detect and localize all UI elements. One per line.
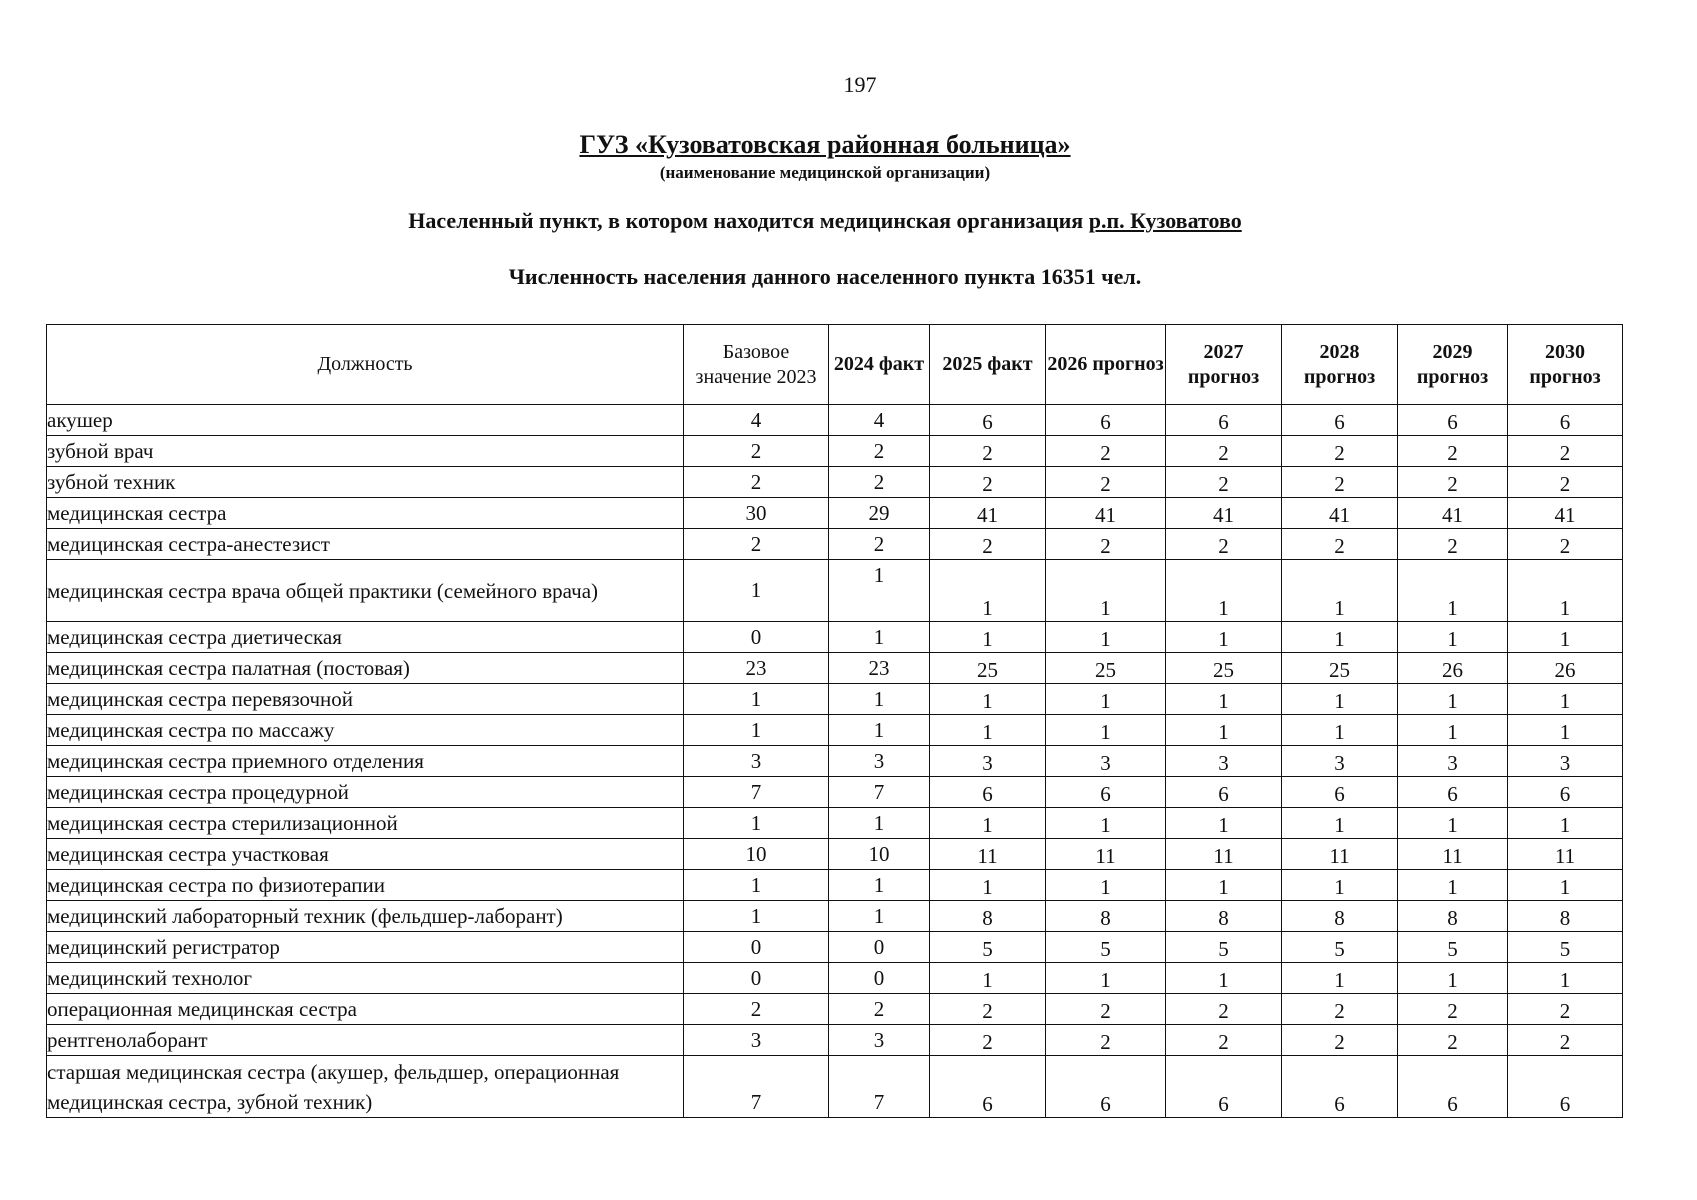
value-cell: 5 [1398, 932, 1508, 963]
value-cell: 1 [930, 560, 1046, 622]
position-cell: медицинская сестра стерилизационной [47, 808, 684, 839]
value-cell-base: 23 [684, 653, 829, 684]
table-row [47, 715, 1623, 746]
position-cell: рентгенолаборант [47, 1025, 684, 1056]
value-cell: 25 [930, 653, 1046, 684]
value-cell: 6 [1046, 777, 1166, 808]
value-cell: 2 [1282, 994, 1398, 1025]
value-cell: 2 [1508, 436, 1623, 467]
value-cell: 29 [829, 498, 930, 529]
value-cell: 1 [829, 901, 930, 932]
value-cell: 6 [930, 777, 1046, 808]
position-cell: зубной врач [47, 436, 684, 467]
value-cell: 1 [829, 808, 930, 839]
value-cell: 2 [1398, 529, 1508, 560]
value-cell: 2 [1046, 529, 1166, 560]
value-cell: 41 [1508, 498, 1623, 529]
value-cell: 2 [1046, 994, 1166, 1025]
value-cell: 6 [1166, 777, 1282, 808]
value-cell: 11 [1508, 839, 1623, 870]
value-cell: 11 [1282, 839, 1398, 870]
value-cell: 0 [829, 963, 930, 994]
value-cell: 1 [829, 560, 930, 622]
value-cell-base: 4 [684, 405, 829, 436]
value-cell: 1 [1508, 560, 1623, 622]
position-cell: медицинская сестра перевязочной [47, 684, 684, 715]
table-row [47, 405, 1623, 436]
value-cell: 7 [829, 777, 930, 808]
value-cell: 1 [1398, 715, 1508, 746]
table-row [47, 808, 1623, 839]
value-cell: 1 [1508, 808, 1623, 839]
value-cell: 2 [930, 436, 1046, 467]
value-cell: 11 [1166, 839, 1282, 870]
position-cell: медицинский технолог [47, 963, 684, 994]
value-cell: 3 [1508, 746, 1623, 777]
value-cell: 41 [1166, 498, 1282, 529]
value-cell-base: 3 [684, 1025, 829, 1056]
value-cell: 1 [1282, 622, 1398, 653]
value-cell: 6 [1508, 405, 1623, 436]
value-cell: 1 [1282, 560, 1398, 622]
value-cell-base: 0 [684, 963, 829, 994]
value-cell: 25 [1166, 653, 1282, 684]
value-cell: 6 [1282, 1056, 1398, 1118]
value-cell: 2 [1282, 436, 1398, 467]
value-cell: 1 [1046, 622, 1166, 653]
value-cell: 1 [1398, 684, 1508, 715]
position-cell: медицинская сестра диетическая [47, 622, 684, 653]
table-row [47, 653, 1623, 684]
value-cell: 11 [1398, 839, 1508, 870]
settlement-line [0, 208, 1650, 234]
value-cell: 6 [1398, 777, 1508, 808]
value-cell: 1 [930, 684, 1046, 715]
position-cell: медицинская сестра процедурной [47, 777, 684, 808]
value-cell: 3 [930, 746, 1046, 777]
value-cell: 1 [1046, 963, 1166, 994]
position-cell: медицинская сестра по массажу [47, 715, 684, 746]
value-cell-base: 2 [684, 529, 829, 560]
header-2026: 2026 прогноз [1046, 325, 1166, 405]
table-row [47, 1025, 1623, 1056]
position-cell: медицинский регистратор [47, 932, 684, 963]
value-cell: 1 [1166, 622, 1282, 653]
value-cell: 41 [1282, 498, 1398, 529]
value-cell-base: 3 [684, 746, 829, 777]
position-cell: медицинская сестра участковая [47, 839, 684, 870]
value-cell: 3 [1166, 746, 1282, 777]
value-cell: 2 [1046, 436, 1166, 467]
value-cell: 5 [1508, 932, 1623, 963]
value-cell: 2 [1166, 436, 1282, 467]
organization-name: ГУЗ «Кузоватовская районная больница» [579, 130, 1071, 159]
table-row [47, 870, 1623, 901]
value-cell-base: 10 [684, 839, 829, 870]
value-cell: 6 [1398, 405, 1508, 436]
value-cell-base: 2 [684, 436, 829, 467]
value-cell: 1 [1398, 560, 1508, 622]
value-cell: 5 [1046, 932, 1166, 963]
table-row [47, 746, 1623, 777]
value-cell: 1 [829, 870, 930, 901]
table-row [47, 994, 1623, 1025]
value-cell: 1 [1166, 808, 1282, 839]
value-cell: 1 [1166, 870, 1282, 901]
position-cell: медицинская сестра приемного отделения [47, 746, 684, 777]
value-cell: 7 [829, 1056, 930, 1118]
value-cell: 6 [1046, 405, 1166, 436]
value-cell: 2 [1046, 467, 1166, 498]
value-cell: 1 [930, 808, 1046, 839]
value-cell-base: 1 [684, 870, 829, 901]
value-cell: 6 [1166, 405, 1282, 436]
position-cell: медицинский лабораторный техник (фельдшер-лаборант) [47, 901, 684, 932]
value-cell: 1 [1398, 963, 1508, 994]
position-cell: медицинская сестра-анестезист [47, 529, 684, 560]
value-cell-base: 0 [684, 932, 829, 963]
value-cell: 8 [1166, 901, 1282, 932]
position-cell: зубной техник [47, 467, 684, 498]
value-cell: 2 [1398, 1025, 1508, 1056]
settlement-name: р.п. Кузоватово [1088, 208, 1242, 233]
value-cell: 1 [829, 715, 930, 746]
value-cell: 3 [1282, 746, 1398, 777]
value-cell: 1 [1046, 715, 1166, 746]
value-cell: 1 [1508, 622, 1623, 653]
value-cell: 2 [1398, 436, 1508, 467]
value-cell: 2 [1282, 529, 1398, 560]
value-cell: 1 [930, 715, 1046, 746]
table-row [47, 684, 1623, 715]
header-2030: 2030 прогноз [1508, 325, 1623, 405]
value-cell: 1 [930, 963, 1046, 994]
value-cell: 2 [930, 529, 1046, 560]
value-cell: 1 [1282, 684, 1398, 715]
value-cell: 1 [1166, 684, 1282, 715]
value-cell: 1 [1282, 808, 1398, 839]
table-row [47, 777, 1623, 808]
value-cell: 4 [829, 405, 930, 436]
value-cell: 1 [1282, 963, 1398, 994]
value-cell-base: 1 [684, 684, 829, 715]
value-cell: 1 [1282, 715, 1398, 746]
value-cell: 5 [1282, 932, 1398, 963]
value-cell: 1 [1508, 963, 1623, 994]
position-cell: старшая медицинская сестра (акушер, фельдшер, операционная медицинская сестра, зубной техник) [47, 1056, 684, 1118]
value-cell: 41 [930, 498, 1046, 529]
table-row [47, 560, 1623, 622]
position-cell: медицинская сестра [47, 498, 684, 529]
value-cell: 2 [1508, 994, 1623, 1025]
table-row [47, 622, 1623, 653]
table-row [47, 932, 1623, 963]
population-line: Численность населения данного населенного пункта 16351 чел. [508, 264, 1142, 289]
header-2027: 2027 прогноз [1166, 325, 1282, 405]
table-row [47, 436, 1623, 467]
value-cell: 1 [1398, 808, 1508, 839]
position-cell: медицинская сестра врача общей практики (семейного врача) [47, 560, 684, 622]
value-cell: 8 [1046, 901, 1166, 932]
value-cell: 1 [930, 870, 1046, 901]
value-cell: 2 [1046, 1025, 1166, 1056]
value-cell: 2 [1508, 1025, 1623, 1056]
staffing-table [46, 324, 1623, 1118]
value-cell: 8 [1508, 901, 1623, 932]
table-body [47, 405, 1623, 1118]
value-cell: 1 [1508, 715, 1623, 746]
value-cell: 2 [930, 1025, 1046, 1056]
value-cell: 2 [1166, 1025, 1282, 1056]
value-cell: 1 [829, 622, 930, 653]
value-cell: 1 [1508, 870, 1623, 901]
position-cell: медицинская сестра по физиотерапии [47, 870, 684, 901]
value-cell: 1 [1166, 560, 1282, 622]
value-cell: 1 [1398, 870, 1508, 901]
value-cell-base: 2 [684, 994, 829, 1025]
value-cell-base: 0 [684, 622, 829, 653]
header-2028: 2028 прогноз [1282, 325, 1398, 405]
value-cell: 8 [1282, 901, 1398, 932]
value-cell: 2 [930, 994, 1046, 1025]
header-2029: 2029 прогноз [1398, 325, 1508, 405]
value-cell: 3 [829, 746, 930, 777]
value-cell: 2 [829, 994, 930, 1025]
table-row [47, 901, 1623, 932]
value-cell: 41 [1398, 498, 1508, 529]
value-cell: 2 [1508, 529, 1623, 560]
value-cell: 1 [829, 684, 930, 715]
table-row [47, 529, 1623, 560]
value-cell-base: 1 [684, 715, 829, 746]
value-cell: 25 [1046, 653, 1166, 684]
value-cell: 2 [1398, 467, 1508, 498]
value-cell: 2 [829, 436, 930, 467]
value-cell: 6 [930, 405, 1046, 436]
value-cell: 2 [1282, 467, 1398, 498]
value-cell: 2 [1166, 994, 1282, 1025]
value-cell: 0 [829, 932, 930, 963]
value-cell-base: 7 [684, 1056, 829, 1118]
value-cell-base: 1 [684, 808, 829, 839]
value-cell: 3 [1046, 746, 1166, 777]
value-cell-base: 1 [684, 560, 829, 622]
value-cell: 6 [1398, 1056, 1508, 1118]
value-cell: 11 [1046, 839, 1166, 870]
value-cell: 6 [1166, 1056, 1282, 1118]
value-cell: 1 [1398, 622, 1508, 653]
position-cell: акушер [47, 405, 684, 436]
value-cell: 1 [1046, 870, 1166, 901]
value-cell: 6 [1282, 405, 1398, 436]
value-cell: 1 [930, 622, 1046, 653]
value-cell: 11 [930, 839, 1046, 870]
value-cell: 3 [1398, 746, 1508, 777]
value-cell: 23 [829, 653, 930, 684]
position-cell: медицинская сестра палатная (постовая) [47, 653, 684, 684]
value-cell-base: 30 [684, 498, 829, 529]
header-base-2023: Базовое значение 2023 [684, 325, 829, 405]
value-cell: 41 [1046, 498, 1166, 529]
value-cell: 2 [1282, 1025, 1398, 1056]
value-cell: 1 [1166, 715, 1282, 746]
value-cell: 1 [1166, 963, 1282, 994]
table-row [47, 498, 1623, 529]
value-cell: 2 [1166, 529, 1282, 560]
value-cell: 1 [1046, 684, 1166, 715]
table-header-row [47, 325, 1623, 405]
value-cell: 2 [829, 529, 930, 560]
value-cell: 1 [1046, 560, 1166, 622]
value-cell: 1 [1046, 808, 1166, 839]
value-cell-base: 2 [684, 467, 829, 498]
value-cell: 2 [1508, 467, 1623, 498]
header-position: Должность [47, 325, 684, 405]
position-cell: операционная медицинская сестра [47, 994, 684, 1025]
value-cell: 6 [930, 1056, 1046, 1118]
settlement-label: Населенный пункт, в котором находится медицинская организация [408, 208, 1084, 233]
value-cell: 26 [1398, 653, 1508, 684]
value-cell-base: 7 [684, 777, 829, 808]
value-cell: 8 [930, 901, 1046, 932]
value-cell: 8 [1398, 901, 1508, 932]
value-cell: 25 [1282, 653, 1398, 684]
value-cell: 1 [1508, 684, 1623, 715]
organization-caption: (наименование медицинской организации) [659, 163, 991, 182]
value-cell-base: 1 [684, 901, 829, 932]
value-cell: 1 [1282, 870, 1398, 901]
value-cell: 5 [930, 932, 1046, 963]
value-cell: 6 [1508, 777, 1623, 808]
value-cell: 5 [1166, 932, 1282, 963]
value-cell: 3 [829, 1025, 930, 1056]
header-2025: 2025 факт [930, 325, 1046, 405]
value-cell: 2 [829, 467, 930, 498]
value-cell: 6 [1282, 777, 1398, 808]
value-cell: 2 [1166, 467, 1282, 498]
header-2024: 2024 факт [829, 325, 930, 405]
table-row [47, 1056, 1623, 1118]
value-cell: 26 [1508, 653, 1623, 684]
page-number: 197 [843, 72, 877, 97]
value-cell: 2 [1398, 994, 1508, 1025]
table-row [47, 467, 1623, 498]
value-cell: 6 [1508, 1056, 1623, 1118]
table-row [47, 963, 1623, 994]
table-row [47, 839, 1623, 870]
value-cell: 10 [829, 839, 930, 870]
value-cell: 6 [1046, 1056, 1166, 1118]
value-cell: 2 [930, 467, 1046, 498]
